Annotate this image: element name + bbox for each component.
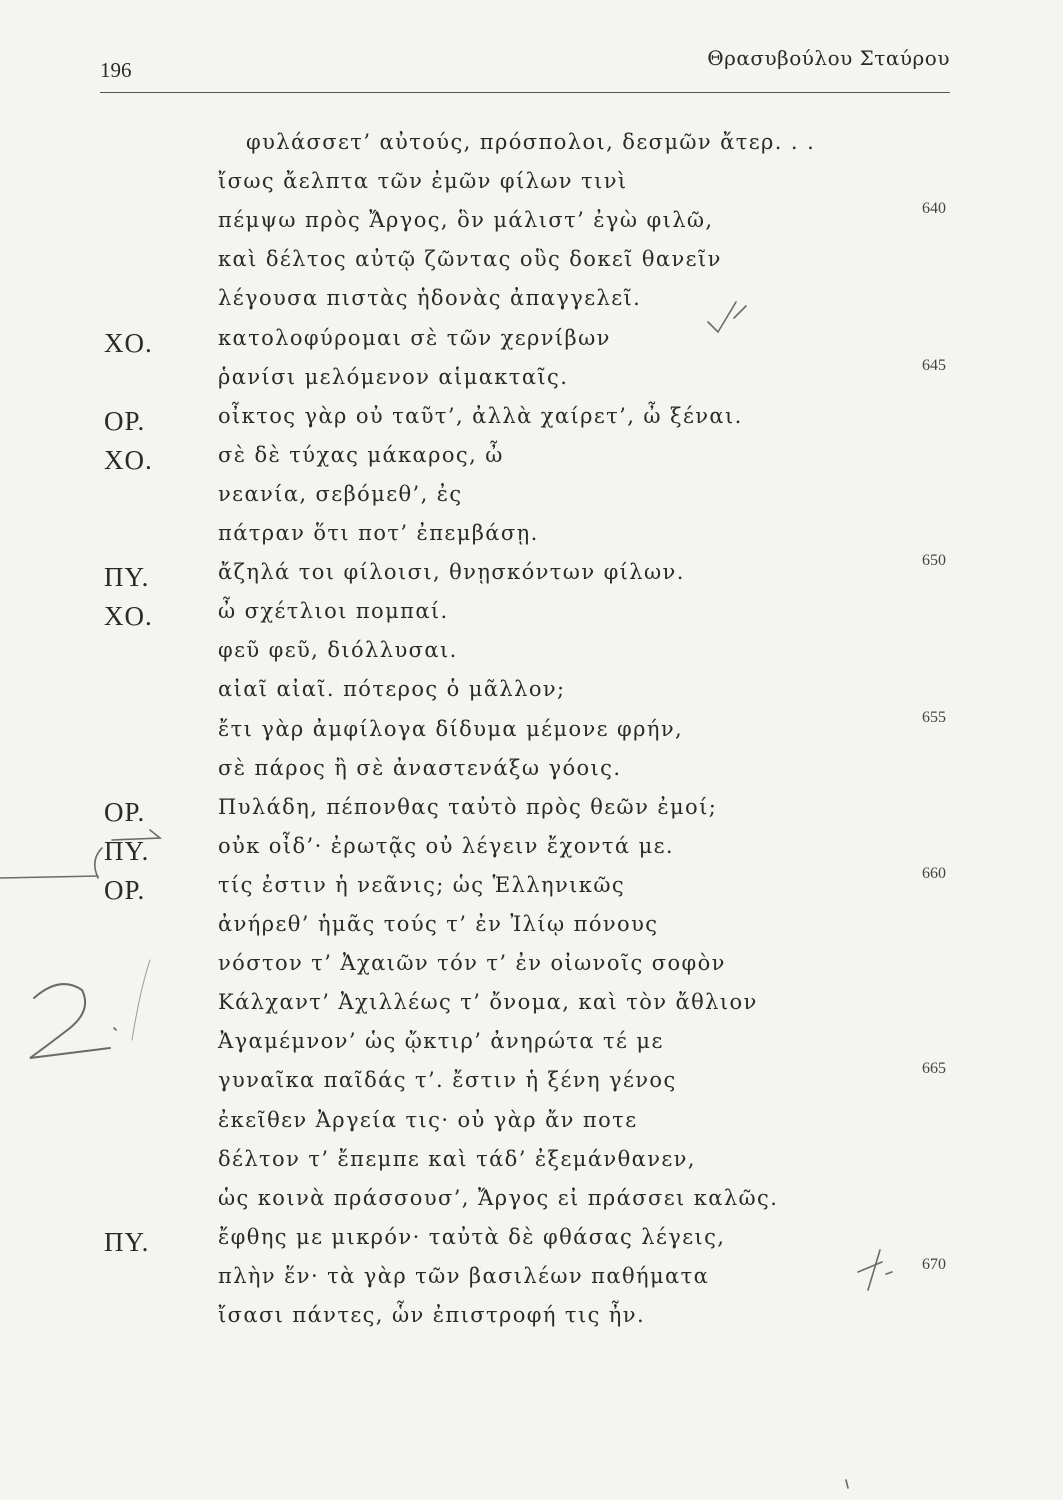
verse-text: καὶ δέλτος αὐτῷ ζῶντας οὓς δοκεῖ θανεῖν	[218, 247, 722, 272]
verse-text: ἔτι γὰρ ἀμφίλογα δίδυμα μέμονε φρήν,	[218, 716, 684, 741]
verse-line	[0, 1255, 1063, 1300]
verse-text: οἶκτος γὰρ οὐ ταῦτ’, ἀλλὰ χαίρετ’, ὦ ξέναι.	[218, 403, 743, 428]
verse-text: πάτραν ὅτι ποτ’ ἐπεμβάσῃ.	[218, 521, 539, 545]
verse-line	[0, 910, 1063, 948]
verse-line	[0, 864, 1063, 909]
verse-text: τίς ἐστιν ἡ νεᾶνις; ὡς Ἑλληνικῶς	[218, 872, 626, 897]
verse-line	[0, 1106, 1063, 1144]
verse-text: δέλτον τ’ ἔπεμπε καὶ τάδ’ ἐξεμάνθανεν,	[218, 1146, 696, 1171]
speaker-label: ΟΡ.	[104, 796, 146, 827]
verse-text: σὲ πάρος ἢ σὲ ἀναστενάξω γόοις.	[218, 755, 622, 780]
speaker-label: ΠΥ.	[104, 1226, 150, 1257]
verse-text: Κάλχαντ’ Ἀχιλλέως τ’ ὄνομα, καὶ τὸν ἄθλιον	[218, 990, 758, 1015]
verse-text: λέγουσα πιστὰς ἡδονὰς ἀπαγγελεῖ.	[218, 286, 642, 311]
line-number: 640	[922, 200, 946, 218]
verse-line	[0, 519, 1063, 557]
verse-line	[0, 245, 1063, 283]
speaker-label: ΧΟ.	[104, 444, 153, 475]
verse-line	[0, 128, 1063, 166]
verse-text: οὐκ οἶδ’· ἐρωτᾷς οὐ λέγειν ἔχοντά με.	[218, 833, 674, 858]
speaker-label: ΧΟ.	[104, 327, 153, 358]
speaker-label: ΟΡ.	[104, 405, 146, 436]
verse-line	[0, 167, 1063, 205]
verse-line	[0, 200, 1063, 244]
verse-text: ὦ σχέτλιοι πομπαί.	[218, 599, 449, 624]
verse-line	[0, 636, 1063, 674]
verse-text: ἀνήρεθ’ ἡμᾶς τούς τ’ ἐν Ἰλίῳ πόνους	[218, 912, 659, 936]
speaker-label: ΧΟ.	[104, 601, 153, 632]
verse-text: ἴσασι πάντες, ὧν ἐπιστροφή τις ἦν.	[218, 1303, 646, 1327]
verse-text: φεῦ φεῦ, διόλλυσαι.	[218, 638, 458, 663]
verse-text: νόστον τ’ Ἀχαιῶν τόν τ’ ἐν οἰωνοῖς σοφὸν	[218, 951, 726, 976]
verse-text: Πυλάδη, πέπονθας ταὐτὸ πρὸς θεῶν ἐμοί;	[218, 794, 718, 819]
verse-line	[0, 402, 1063, 440]
verse-text: ἔφθης με μικρόν· ταὐτὰ δὲ φθάσας λέγεις,	[218, 1224, 726, 1249]
verse-text: Ἀγαμέμνον’ ὡς ᾤκτιρ’ ἀνηρώτα τέ με	[218, 1029, 664, 1054]
speaker-label: ΟΡ.	[104, 874, 146, 905]
line-number: 650	[922, 552, 946, 570]
verse-text: σὲ δὲ τύχας μάκαρος, ὦ	[218, 442, 504, 467]
verse-text: ἴσως ἄελπτα τῶν ἐμῶν φίλων τινὶ	[218, 169, 628, 194]
verse-line	[0, 480, 1063, 518]
speaker-label: ΠΥ.	[104, 562, 150, 593]
verse-text: γυναῖκα παῖδάς τ’. ἔστιν ἡ ξένη γένος	[218, 1068, 677, 1093]
verse-text: νεανία, σεβόμεθ’, ἐς	[218, 481, 463, 506]
verse-line	[0, 675, 1063, 713]
verse-line	[0, 441, 1063, 479]
line-number: 660	[922, 864, 946, 882]
line-number: 655	[922, 708, 946, 726]
verse-line	[0, 597, 1063, 635]
verse-line	[0, 1184, 1063, 1222]
verse-text: αἰαῖ αἰαῖ. πότερος ὁ μᾶλλον;	[218, 677, 566, 702]
verse-line	[0, 1301, 1063, 1339]
verse-line	[0, 1145, 1063, 1183]
verse-line	[0, 754, 1063, 792]
running-head: Θρασυβούλου Σταύρου	[707, 46, 950, 70]
verse-text: ῥανίσι μελόμενον αἱμακταῖς.	[218, 364, 569, 389]
speaker-label: ΠΥ.	[104, 835, 150, 866]
verse-line	[0, 988, 1063, 1026]
line-number: 670	[922, 1255, 946, 1273]
verse-line	[0, 1027, 1063, 1065]
verse-text: ὡς κοινὰ πράσσουσ’, Ἄργος εἰ πράσσει καλῶς.	[218, 1185, 779, 1210]
verse-line	[0, 1223, 1063, 1261]
verse-text: κατολοφύρομαι σὲ τῶν χερνίβων	[218, 325, 611, 350]
verse-line	[0, 708, 1063, 753]
verse-text: φυλάσσετ’ αὐτούς, πρόσπολοι, δεσμῶν ἄτερ. . .	[246, 130, 816, 154]
page-header	[100, 44, 950, 94]
verse-line	[0, 324, 1063, 362]
verse-text: πλὴν ἕν· τὰ γὰρ τῶν βασιλέων παθήματα	[218, 1263, 710, 1288]
verse-text: ἄζηλά τοι φίλοισι, θνῃσκόντων φίλων.	[218, 560, 685, 585]
verse-line	[0, 793, 1063, 831]
verse-line	[0, 832, 1063, 870]
verse-line	[0, 949, 1063, 987]
page-number: 196	[100, 58, 132, 82]
bottom-mark-icon	[846, 1480, 848, 1488]
verse-line	[0, 356, 1063, 401]
line-number: 645	[922, 356, 946, 374]
verse-text: πέμψω πρὸς Ἄργος, ὃν μάλιστ’ ἐγὼ φιλῶ,	[218, 208, 714, 233]
header-rule	[100, 92, 950, 93]
verse-text: ἐκεῖθεν Ἀργεία τις· οὐ γὰρ ἄν ποτε	[218, 1107, 638, 1132]
verse-line	[0, 1060, 1063, 1104]
verse-line	[0, 552, 1063, 596]
verse-line	[0, 284, 1063, 322]
line-number: 665	[922, 1060, 946, 1078]
